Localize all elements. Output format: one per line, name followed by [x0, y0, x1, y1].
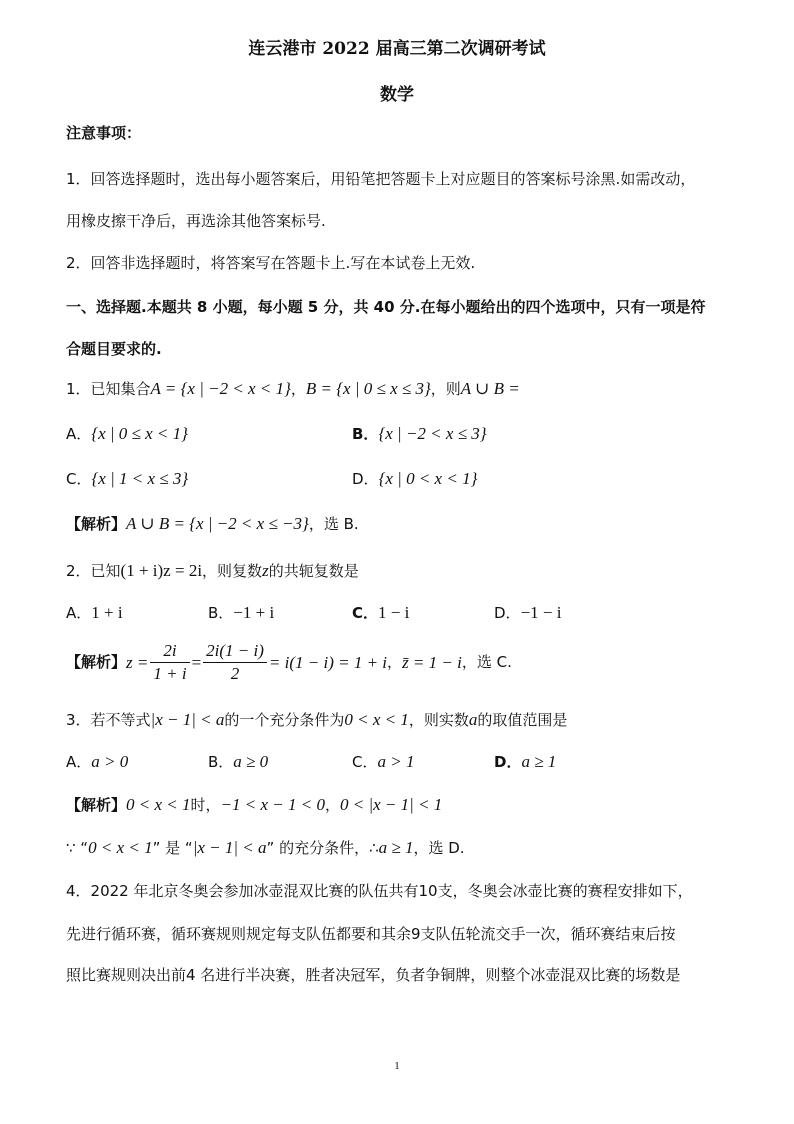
q3-option-b-value: a ≥ 0	[233, 752, 269, 771]
q2-solution-label: 【解析】	[66, 653, 127, 671]
notice-heading: 注意事项：	[66, 124, 142, 142]
page-number: 1	[394, 1060, 400, 1072]
q2-solution-conjugate: z̄ = 1 − i	[402, 653, 462, 672]
q3-option-c-label: C．	[352, 753, 378, 771]
q1-option-d-value: {x | 0 < x < 1}	[378, 469, 478, 488]
q2-option-c	[352, 604, 409, 621]
q3-option-d	[494, 753, 556, 770]
q1-set-B: B = {x | 0 ≤ x ≤ 3}	[305, 379, 431, 398]
q2-stem-prefix: 2．已知	[66, 562, 121, 580]
q3-solution-label: 【解析】	[66, 796, 127, 814]
q1-option-b	[352, 425, 487, 442]
q3-condition: 0 < x < 1	[344, 710, 409, 729]
q2-stem-mid: ，则复数	[202, 562, 263, 580]
q2-solution-sep: ，	[387, 653, 403, 671]
question-4-line-3: 照比赛规则决出前4 名进行半决赛，胜者决冠军，负者争铜牌，则整个冰壶混双比赛的场数是	[66, 966, 681, 984]
q3-solution-math-3: 0 < |x − 1| < 1	[339, 795, 443, 814]
exam-title: 连云港市 2022 届高三第二次调研考试	[248, 39, 546, 59]
question-2-stem	[66, 562, 359, 579]
q3-stem-mid: 的一个充分条件为	[224, 711, 345, 729]
q2-option-c-label: C．	[352, 604, 379, 622]
q2-solution-end: ，选 C.	[461, 653, 512, 671]
question-1-stem	[66, 380, 520, 397]
q3-stem-prefix: 3．若不等式	[66, 711, 151, 729]
q3-solution-answer: a ≥ 1	[378, 838, 414, 857]
notice-item-1-line-1: 1．回答选择题时，选出每小题答案后，用铅笔把答题卡上对应题目的答案标号涂黑.如需改动，	[66, 170, 696, 188]
q3-solution-sufficient: ” 的充分条件，∴	[266, 839, 379, 857]
q2-solution	[66, 640, 512, 685]
q2-variable-z: z	[262, 561, 269, 580]
q3-variable-a: a	[468, 710, 478, 729]
q3-stem-suffix: 的取值范围是	[477, 711, 568, 729]
q1-option-c-label: C．	[66, 470, 92, 488]
q3-option-b	[208, 753, 268, 770]
question-4-line-2: 先进行循环赛，循环赛规则规定每支队伍都要和其余9支队伍轮流交手一次，循环赛结束后按	[66, 925, 676, 943]
notice-item-2: 2．回答非选择题时，将答案写在答题卡上.写在本试卷上无效.	[66, 254, 476, 272]
q1-option-b-label: B．	[352, 425, 379, 443]
q3-solution-ineq: |x − 1| < a	[192, 838, 267, 857]
q2-equation: (1 + i)z = 2i	[120, 561, 203, 580]
q3-inequality: |x − 1| < a	[150, 710, 225, 729]
q3-option-a-label: A．	[66, 753, 92, 771]
subject-title: 数学	[380, 85, 414, 105]
q2-fraction-2	[203, 640, 267, 685]
section-heading-line-2: 合题目要求的.	[66, 340, 162, 358]
q2-option-a-value: 1 + i	[91, 603, 123, 622]
q2-solution-rest: = i(1 − i) = 1 + i	[268, 653, 388, 672]
q3-solution-cond: 0 < x < 1	[88, 838, 153, 857]
q3-solution-line-1	[66, 796, 442, 813]
q2-option-b-value: −1 + i	[233, 603, 275, 622]
q3-option-a-value: a > 0	[91, 752, 129, 771]
q1-option-c	[66, 470, 188, 487]
q3-option-c	[352, 753, 414, 770]
q3-solution-when: 时，	[190, 796, 221, 814]
q2-option-b-label: B．	[208, 604, 234, 622]
q1-solution-math: A ∪ B = {x | −2 < x ≤ −3}	[126, 514, 309, 533]
question-4-line-1: 4．2022 年北京冬奥会参加冰壶混双比赛的队伍共有10支，冬奥会冰壶比赛的赛程安排如下，	[66, 882, 693, 900]
q1-option-d	[352, 470, 477, 487]
q2-option-a	[66, 604, 123, 621]
q3-option-c-value: a > 1	[377, 752, 415, 771]
q3-solution-end: ，选 D.	[413, 839, 465, 857]
q3-solution-sep: ，	[324, 796, 340, 814]
q2-solution-eq: =	[191, 653, 202, 672]
q1-stem-suffix: ，则	[430, 380, 461, 398]
q1-option-b-value: {x | −2 < x ≤ 3}	[378, 424, 487, 443]
q3-option-d-value: a ≥ 1	[521, 752, 557, 771]
q3-option-b-label: B．	[208, 753, 234, 771]
section-heading-line-1: 一、选择题.本题共 8 小题，每小题 5 分，共 40 分.在每小题给出的四个选项中，只有一项是符	[66, 298, 706, 316]
question-3-stem	[66, 711, 567, 728]
q3-option-d-label: D．	[494, 753, 522, 771]
q1-solution-label: 【解析】	[66, 515, 127, 533]
q3-because: ∵ “	[66, 839, 89, 857]
q3-option-a	[66, 753, 128, 770]
q2-option-a-label: A．	[66, 604, 92, 622]
q3-solution-math-1: 0 < x < 1	[126, 795, 191, 814]
q3-solution-line-2	[66, 839, 465, 856]
q1-solution-end: ，选 B.	[308, 515, 359, 533]
q1-option-d-label: D．	[352, 470, 379, 488]
q1-option-a-label: A．	[66, 425, 92, 443]
q3-solution-math-2: −1 < x − 1 < 0	[220, 795, 325, 814]
q1-stem-prefix: 1．已知集合	[66, 380, 151, 398]
q2-option-d	[494, 604, 561, 621]
q1-option-a-value: {x | 0 ≤ x < 1}	[91, 424, 188, 443]
notice-item-1-line-2: 用橡皮擦干净后，再选涂其他答案标号.	[66, 212, 326, 230]
q2-option-c-value: 1 − i	[378, 603, 410, 622]
q2-fraction-1-denominator: 1 + i	[153, 664, 187, 683]
q2-stem-suffix: 的共轭复数是	[268, 562, 359, 580]
q2-fraction-2-denominator: 2	[230, 664, 240, 683]
q2-option-b	[208, 604, 274, 621]
q2-option-d-value: −1 − i	[520, 603, 562, 622]
q2-solution-z: z =	[126, 653, 149, 672]
q1-stem-sep: ，	[290, 380, 306, 398]
q1-set-A: A = {x | −2 < x < 1}	[150, 379, 291, 398]
q1-option-c-value: {x | 1 < x ≤ 3}	[91, 469, 189, 488]
q2-fraction-1-numerator: 2i	[150, 640, 189, 663]
q1-ask: A ∪ B =	[460, 379, 520, 398]
q1-option-a	[66, 425, 188, 442]
q1-solution	[66, 515, 359, 532]
q3-solution-is: ” 是 “	[152, 839, 193, 857]
q2-fraction-2-numerator: 2i(1 − i)	[203, 640, 267, 663]
q3-stem-mid2: ，则实数	[408, 711, 469, 729]
q2-option-d-label: D．	[494, 604, 521, 622]
q2-fraction-1	[150, 640, 189, 685]
